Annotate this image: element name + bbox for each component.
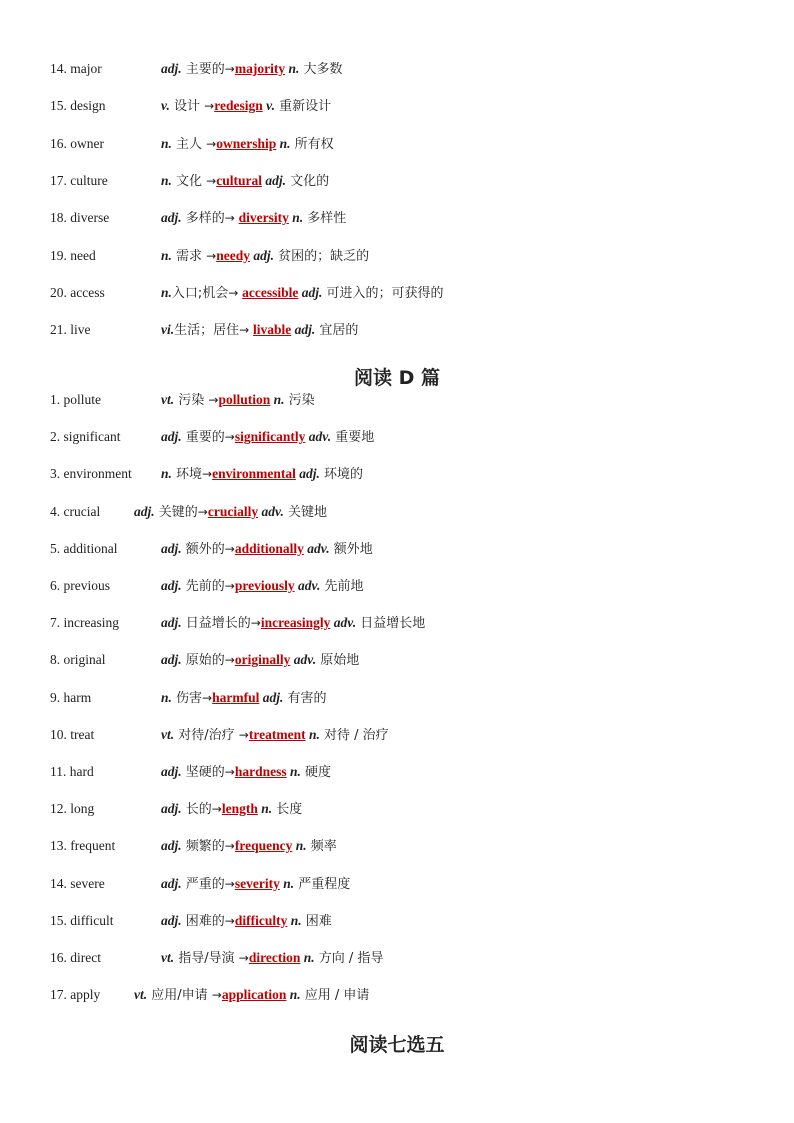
derived-part-of-speech: adj. [294,322,316,338]
derived-part-of-speech: adj. [299,466,320,482]
vocab-definition [161,613,425,634]
derived-part-of-speech: n. [279,135,291,151]
vocab-number-word: 19. need [50,247,96,263]
derived-meaning: 贫困的；缺乏的 [273,248,370,264]
vocab-definition [161,208,346,229]
part-of-speech: v. [161,98,170,114]
answer-word: needy [216,247,250,263]
derived-part-of-speech: v. [266,98,275,114]
vocab-row [0,650,794,670]
arrow-icon: → [204,99,215,114]
vocab-definition [161,874,350,895]
derived-part-of-speech: adj. [262,689,284,705]
answer-word: originally [234,652,291,668]
vocab-row [0,96,794,116]
vocab-number-word: 8. original [50,652,106,668]
vocab-row [0,725,794,745]
derived-part-of-speech: adv. [261,503,284,519]
vocab-number-word: 3. environment [50,466,132,482]
derived-meaning: 硬度 [300,765,332,780]
vocab-number-word: 9. harm [50,689,92,705]
vocab-number-word: 7. increasing [50,615,119,631]
part-of-speech: adj. [161,540,182,556]
derived-part-of-speech: n. [289,764,301,779]
vocab-row [0,427,794,447]
vocab-row [0,911,794,931]
derived-meaning: 大多数 [299,62,343,77]
answer-word: pollution [218,392,271,407]
part-of-speech: adj. [161,652,182,668]
vocab-definition [161,948,383,969]
meaning: 伤害 [171,690,203,706]
meaning: 重要的 [181,430,225,446]
derived-part-of-speech: n. [290,912,302,928]
vocab-number-word: 4. crucial [50,503,101,519]
answer-word: ownership [216,135,277,151]
part-of-speech: n. [161,247,172,263]
part-of-speech: vt. [161,392,175,407]
vocab-definition [161,427,374,448]
part-of-speech: adj. [161,801,182,817]
derived-meaning: 重要地 [331,430,375,446]
derived-part-of-speech: n. [283,875,295,891]
meaning: 原始的 [181,653,225,669]
derived-meaning: 严重程度 [294,876,351,892]
vocab-number-word: 15. difficult [50,912,114,928]
part-of-speech: adj. [161,61,182,76]
meaning: 指导/导演 [174,951,239,966]
answer-word: increasingly [260,615,331,631]
derived-meaning: 所有权 [290,136,334,152]
part-of-speech: adj. [134,503,155,519]
arrow-icon: → [211,802,222,817]
arrow-icon: → [239,323,254,338]
part-of-speech: adj. [161,838,182,854]
derived-meaning: 长度 [272,802,303,818]
arrow-icon: → [224,430,235,445]
answer-word: cultural [216,172,262,188]
arrow-icon: → [224,913,235,928]
answer-word: length [221,801,258,817]
arrow-icon: → [224,211,239,226]
derived-part-of-speech: n. [288,61,300,76]
meaning: 困难的 [181,913,225,929]
arrow-icon: → [224,653,235,668]
vocab-row [0,948,794,968]
vocab-definition [161,283,444,304]
meaning: 对待/治疗 [174,727,239,743]
arrow-icon: → [224,839,235,854]
derived-part-of-speech: n. [308,726,320,742]
arrow-icon: → [224,765,235,779]
vocab-number-word: 11. hard [50,764,94,779]
derived-meaning: 可进入的；可获得的 [322,285,444,301]
vocab-row [0,539,794,559]
vocab-definition [161,171,329,192]
meaning: 文化 [171,173,207,189]
vocab-number-word: 14. severe [50,875,105,891]
answer-word: hardness [234,764,287,779]
arrow-icon: → [202,690,213,705]
vocab-row [0,171,794,191]
vocab-row [0,390,794,410]
arrow-icon: → [224,62,235,76]
vocab-definition [134,985,369,1006]
vocab-number-word: 18. diverse [50,210,110,226]
vocab-number-word: 21. live [50,322,91,338]
vocab-number-word: 17. culture [50,172,108,188]
vocab-definition [161,96,331,117]
arrow-icon: → [211,988,222,1003]
section-heading-reading-d: 阅读 D 篇 [353,367,440,389]
part-of-speech: vt. [134,987,148,1003]
derived-meaning: 方向 / 指导 [314,951,384,966]
vocab-row [0,502,794,522]
meaning: 坚硬的 [181,765,225,780]
part-of-speech: vt. [161,950,175,965]
vocab-row [0,208,794,228]
derived-part-of-speech: adv. [307,540,330,556]
part-of-speech: adj. [161,764,182,779]
vocab-row [0,134,794,154]
answer-word: diversity [238,210,289,226]
vocab-definition [161,59,342,80]
derived-meaning: 污染 [284,393,315,408]
meaning: 入口;机会 [171,285,229,301]
derived-part-of-speech: adj. [253,247,274,263]
vocab-number-word: 5. additional [50,540,118,556]
derived-meaning: 文化的 [285,173,330,189]
vocab-definition [161,762,331,783]
vocab-row [0,613,794,633]
derived-part-of-speech: adv. [293,652,317,668]
derived-part-of-speech: n. [303,950,315,965]
vocab-row [0,576,794,596]
meaning: 关键的 [154,504,198,520]
answer-word: majority [234,61,286,76]
vocab-definition [161,576,364,597]
arrow-icon: → [238,951,249,965]
section-heading-seven-choose-five: 阅读七选五 [349,1034,445,1056]
answer-word: crucially [207,503,259,519]
part-of-speech: vt. [161,726,175,742]
vocab-definition [161,464,363,485]
vocab-number-word: 16. owner [50,135,104,151]
arrow-icon: → [206,173,217,188]
vocab-number-word: 12. long [50,801,95,817]
vocab-row [0,799,794,819]
vocab-row [0,59,794,79]
answer-word: additionally [234,540,304,556]
derived-part-of-speech: n. [273,392,285,407]
vocab-row [0,762,794,782]
answer-word: difficulty [234,912,288,928]
answer-word: frequency [234,838,293,854]
derived-meaning: 多样性 [303,211,347,227]
vocab-number-word: 10. treat [50,726,95,742]
meaning: 频繁的 [181,839,225,855]
answer-word: environmental [212,466,296,482]
derived-meaning: 日益增长地 [356,616,426,632]
arrow-icon: → [208,393,219,407]
derived-part-of-speech: adv. [297,578,321,593]
arrow-icon: → [197,504,208,519]
vocab-number-word: 13. frequent [50,838,116,854]
arrow-icon: → [224,579,235,593]
meaning: 长的 [181,802,212,818]
meaning: 污染 [174,393,209,408]
meaning: 严重的 [181,876,225,892]
vocab-definition [161,246,369,267]
answer-word: application [221,987,287,1003]
derived-part-of-speech: adv. [333,615,357,631]
arrow-icon: → [224,876,235,891]
vocab-number-word: 14. major [50,61,102,76]
vocab-row [0,688,794,708]
arrow-icon: → [238,727,249,742]
vocab-definition [161,134,334,155]
vocab-definition [161,725,389,746]
derived-meaning: 重新设计 [274,99,332,115]
answer-word: previously [234,578,295,593]
vocab-definition [161,390,315,411]
part-of-speech: n. [161,135,172,151]
answer-word: severity [234,875,280,891]
vocab-definition [161,688,327,709]
vocab-row [0,246,794,266]
arrow-icon: → [228,285,243,300]
arrow-icon: → [224,541,235,556]
part-of-speech: adj. [161,875,182,891]
derived-meaning: 对待 / 治疗 [319,727,389,743]
vocab-row [0,836,794,856]
part-of-speech: adj. [161,210,182,226]
vocab-number-word: 15. design [50,98,106,114]
derived-meaning: 有害的 [283,690,327,706]
derived-part-of-speech: adj. [301,284,323,300]
derived-part-of-speech: n. [289,987,301,1003]
part-of-speech: vi. [161,322,175,338]
vocab-row [0,985,794,1005]
vocab-number-word: 17. apply [50,987,101,1003]
vocab-number-word: 1. pollute [50,392,101,407]
derived-meaning: 困难 [301,913,332,929]
derived-meaning: 频率 [306,839,337,855]
vocab-definition [161,836,337,857]
meaning: 先前的 [181,579,225,594]
part-of-speech: adj. [161,429,182,445]
arrow-icon: → [206,248,217,263]
vocab-row [0,283,794,303]
meaning: 设计 [169,99,205,115]
answer-word: accessible [242,284,299,300]
derived-part-of-speech: n. [292,210,304,226]
answer-word: redesign [214,98,263,114]
vocab-row [0,320,794,340]
answer-word: direction [248,950,301,965]
derived-part-of-speech: n. [261,801,273,817]
arrow-icon: → [206,136,217,151]
part-of-speech: n. [161,284,172,300]
arrow-icon: → [202,467,213,482]
vocab-row [0,874,794,894]
derived-meaning: 额外地 [329,541,373,557]
answer-word: harmful [212,689,260,705]
part-of-speech: adj. [161,912,182,928]
part-of-speech: adj. [161,615,182,631]
meaning: 环境 [171,467,203,483]
answer-word: treatment [248,726,306,742]
vocab-number-word: 16. direct [50,950,101,965]
arrow-icon: → [250,616,261,631]
vocab-number-word: 6. previous [50,578,110,593]
derived-part-of-speech: adv. [308,429,332,445]
derived-meaning: 应用 / 申请 [300,988,370,1004]
part-of-speech: n. [161,172,172,188]
part-of-speech: adj. [161,578,182,593]
part-of-speech: n. [161,689,172,705]
vocab-number-word: 2. significant [50,429,121,445]
meaning: 日益增长的 [181,616,251,632]
vocab-definition [161,650,359,671]
derived-meaning: 宜居的 [315,323,359,339]
vocab-definition [134,502,327,523]
vocab-definition [161,539,373,560]
derived-meaning: 环境的 [319,467,363,483]
vocab-definition [161,911,332,932]
answer-word: significantly [234,429,306,445]
meaning: 生活；居住 [174,323,240,339]
meaning: 主人 [171,136,207,152]
derived-part-of-speech: n. [295,838,307,854]
derived-meaning: 关键地 [283,504,327,520]
meaning: 额外的 [181,541,225,557]
vocab-definition [161,799,302,820]
part-of-speech: n. [161,466,172,482]
answer-word: livable [253,322,292,338]
vocab-row [0,464,794,484]
vocab-number-word: 20. access [50,284,105,300]
vocab-definition [161,320,358,341]
meaning: 主要的 [181,62,225,77]
meaning: 多样的 [181,211,225,227]
derived-part-of-speech: adj. [265,172,286,188]
meaning: 应用/申请 [147,988,212,1004]
derived-meaning: 原始地 [316,653,360,669]
derived-meaning: 先前地 [320,579,364,594]
meaning: 需求 [171,248,207,264]
